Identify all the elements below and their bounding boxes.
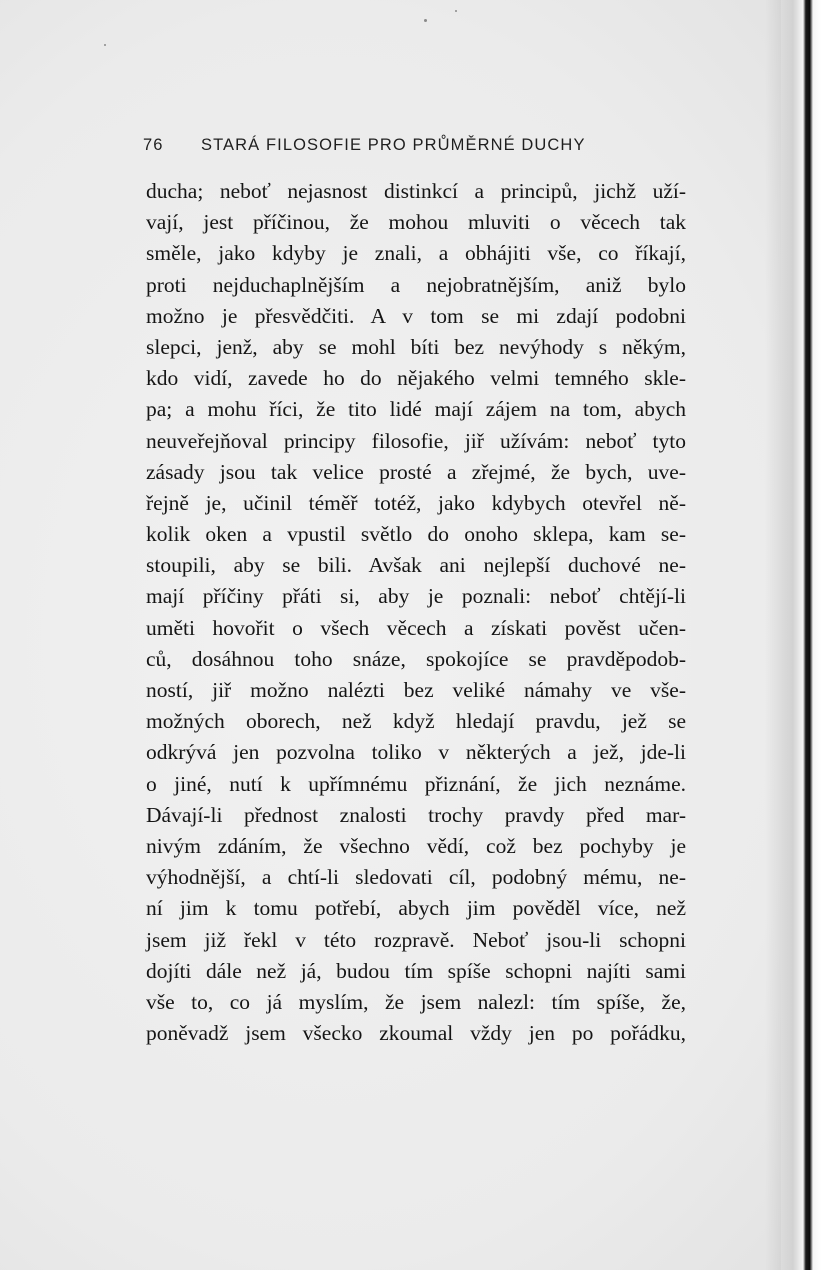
running-title: STARÁ FILOSOFIE PRO PRŮMĚRNÉ DUCHY (201, 136, 586, 154)
body-text (146, 176, 686, 1049)
text-line: ců, dosáhnou toho snáze, spokojíce se pravděpodob- (146, 646, 686, 671)
text-line: ností, jiř možno nalézti bez veliké námahy ve vše- (146, 678, 686, 702)
text-line: stoupili, aby se bili. Avšak ani nejlepší duchové ne- (146, 553, 686, 578)
text-line: jsem již řekl v této rozpravě. Neboť jsou-li schopni (146, 927, 686, 952)
text-line: o jiné, nutí k upřímnému přiznání, že jich neznáme. (146, 771, 686, 796)
text-line: řejně je, učinil téměř totéž, jako kdybych otevřel ně- (146, 490, 686, 515)
text-line: zásady jsou tak velice prosté a zřejmé, že bych, uve- (146, 459, 686, 484)
paper-speck (424, 19, 427, 22)
text-line: Dávají-li přednost znalosti trochy pravdy před mar- (146, 802, 686, 827)
text-line: poněvadž jsem všecko zkoumal vždy jen po pořádku, (146, 1021, 686, 1046)
text-line: slepci, jenž, aby se mohl bíti bez nevýhody s někým, (146, 334, 686, 359)
text-line: vše to, co já myslím, že jsem nalezl: tím spíše, že, (146, 989, 686, 1014)
text-line: ní jim k tomu potřebí, abych jim pověděl více, než (146, 896, 686, 921)
text-line: kdo vidí, zavede ho do nějakého velmi temného skle- (146, 366, 686, 391)
text-line: odkrývá jen pozvolna toliko v některých a jež, jde-li (146, 740, 686, 765)
page-binding-edge (781, 0, 821, 1270)
text-line: dojíti dále než já, budou tím spíše schopni najíti sami (146, 958, 686, 983)
text-line: směle, jako kdyby je znali, a obhájiti vše, co říkají, (146, 241, 686, 266)
paper-speck (104, 44, 106, 46)
text-line: výhodnější, a chtí-li sledovati cíl, podobný mému, ne- (146, 865, 686, 890)
text-line: neuveřejňoval principy filosofie, jiř užívám: neboť tyto (146, 428, 686, 453)
text-line: proti nejduchaplnějším a nejobratnějším, aniž bylo (146, 272, 686, 297)
text-line: možných oborech, než když hledají pravdu, jež se (146, 709, 686, 734)
text-line: možno je přesvědčiti. A v tom se mi zdají podobni (146, 303, 686, 328)
text-line: pa; a mohu říci, že tito lidé mají zájem na tom, abych (146, 397, 686, 422)
text-line: ducha; neboť nejasnost distinkcí a principů, jichž uží- (146, 179, 686, 203)
text-line: kolik oken a vpustil světlo do onoho sklepa, kam se- (146, 522, 686, 547)
text-line: vají, jest příčinou, že mohou mluviti o věcech tak (146, 210, 686, 235)
text-line: mají příčiny přáti si, aby je poznali: neboť chtějí-li (146, 584, 686, 609)
running-header (143, 136, 703, 160)
text-line: nivým zdáním, že všechno vědí, což bez pochyby je (146, 833, 686, 858)
page-number: 76 (143, 136, 164, 154)
text-line: uměti hovořit o všech věcech a získati pověst učen- (146, 615, 686, 640)
paper-speck (455, 10, 457, 12)
